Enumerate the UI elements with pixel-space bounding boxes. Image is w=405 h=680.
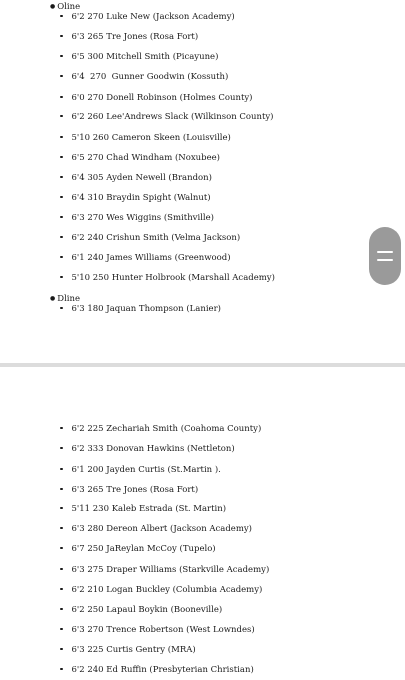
list-item-text: 6'3 275 Draper Williams (Starkville Academy) [71,565,270,575]
bullet-icon [60,608,63,611]
list-item-text: 6'7 250 JaReylan McCoy (Tupelo) [71,544,216,554]
list-item-text: 5'10 250 Hunter Holbrook (Marshall Academy) [71,273,275,283]
list-item [60,304,221,314]
list-item [60,133,231,143]
heading-bullet-icon: ● [50,3,56,10]
list-item [60,444,235,454]
bullet-icon [60,96,63,99]
section-heading-dline [50,294,80,304]
bullet-icon [60,447,63,450]
list-item-text: 5'10 260 Cameron Skeen (Louisville) [71,133,231,143]
list-item [60,52,218,62]
list-item-text: 6'2 250 Lapaul Boykin (Booneville) [71,605,223,615]
list-item-text: 6'1 200 Jayden Curtis (St.Martin ). [71,465,221,475]
scroll-handle[interactable] [369,227,401,285]
bullet-icon [60,588,63,591]
list-item [60,253,231,263]
bullet-icon [60,55,63,58]
bullet-icon [60,276,63,279]
bullet-icon [60,256,63,259]
bullet-icon [60,115,63,118]
bullet-icon [60,507,63,510]
list-item [60,465,221,475]
list-item-text: 5'11 230 Kaleb Estrada (St. Martin) [71,504,227,514]
list-item-text: 6'4 270 Gunner Goodwin (Kossuth) [71,72,229,82]
bullet-icon [60,176,63,179]
bullet-icon [60,468,63,471]
list-item-text: 6'2 270 Luke New (Jackson Academy) [71,12,235,22]
list-item-text: 6'3 270 Trence Robertson (West Lowndes) [71,625,255,635]
list-item [60,12,235,22]
list-item [60,93,253,103]
list-item [60,424,261,434]
list-item [60,625,255,635]
list-item-text: 6'5 300 Mitchell Smith (Picayune) [71,52,219,62]
list-item [60,585,262,595]
list-item [60,645,196,655]
bullet-icon [60,75,63,78]
heading-bullet-icon: ● [50,295,56,302]
bullet-icon [60,35,63,38]
list-item [60,665,254,675]
list-item-text: 6'4 305 Ayden Newell (Brandon) [71,173,212,183]
bullet-icon [60,156,63,159]
bullet-icon [60,668,63,671]
list-item-text: 6'2 240 Crishun Smith (Velma Jackson) [71,233,241,243]
bullet-icon [60,307,63,310]
list-item-text: 6'3 180 Jaquan Thompson (Lanier) [71,304,221,314]
list-item-text: 6'1 240 James Williams (Greenwood) [71,253,231,263]
bullet-icon [60,15,63,18]
list-item-text: 6'5 270 Chad Windham (Noxubee) [71,153,220,163]
list-item-text: 6'0 270 Donell Robinson (Holmes County) [71,93,253,103]
bullet-icon [60,236,63,239]
list-item-text: 6'3 270 Wes Wiggins (Smithville) [71,213,214,223]
bullet-icon [60,427,63,430]
bullet-icon [60,568,63,571]
list-item-text: 6'3 280 Dereon Albert (Jackson Academy) [71,524,252,534]
list-item-text: 6'4 310 Braydin Spight (Walnut) [71,193,211,203]
list-item [60,565,269,575]
list-item [60,32,198,42]
list-item [60,605,222,615]
list-item-text: 6'3 265 Tre Jones (Rosa Fort) [71,485,199,495]
bullet-icon [60,527,63,530]
bullet-icon [60,136,63,139]
bullet-icon [60,488,63,491]
list-item [60,193,211,203]
list-item [60,504,226,514]
list-item-text: 6'2 225 Zechariah Smith (Coahoma County) [71,424,262,434]
bullet-icon [60,196,63,199]
list-item [60,153,220,163]
bullet-icon [60,648,63,651]
list-item [60,273,275,283]
bullet-icon [60,216,63,219]
list-item [60,485,198,495]
list-item [60,213,214,223]
list-item-text: 6'3 225 Curtis Gentry (MRA) [71,645,196,655]
section-heading-label: Dline [57,294,81,304]
list-item [60,72,228,82]
list-item [60,112,273,122]
list-item-text: 6'3 265 Tre Jones (Rosa Fort) [71,32,199,42]
list-item-text: 6'2 260 Lee'Andrews Slack (Wilkinson County) [71,112,274,122]
bullet-icon [60,547,63,550]
list-item-text: 6'2 240 Ed Ruffin (Presbyterian Christian) [71,665,254,675]
list-item [60,544,216,554]
section-heading-oline [50,2,80,12]
section-heading-label: Oline [57,2,81,12]
bullet-icon [60,628,63,631]
list-item [60,524,252,534]
list-item-text: 6'2 210 Logan Buckley (Columbia Academy) [71,585,263,595]
list-item [60,173,212,183]
list-item-text: 6'2 333 Donovan Hawkins (Nettleton) [71,444,235,454]
list-item [60,233,240,243]
